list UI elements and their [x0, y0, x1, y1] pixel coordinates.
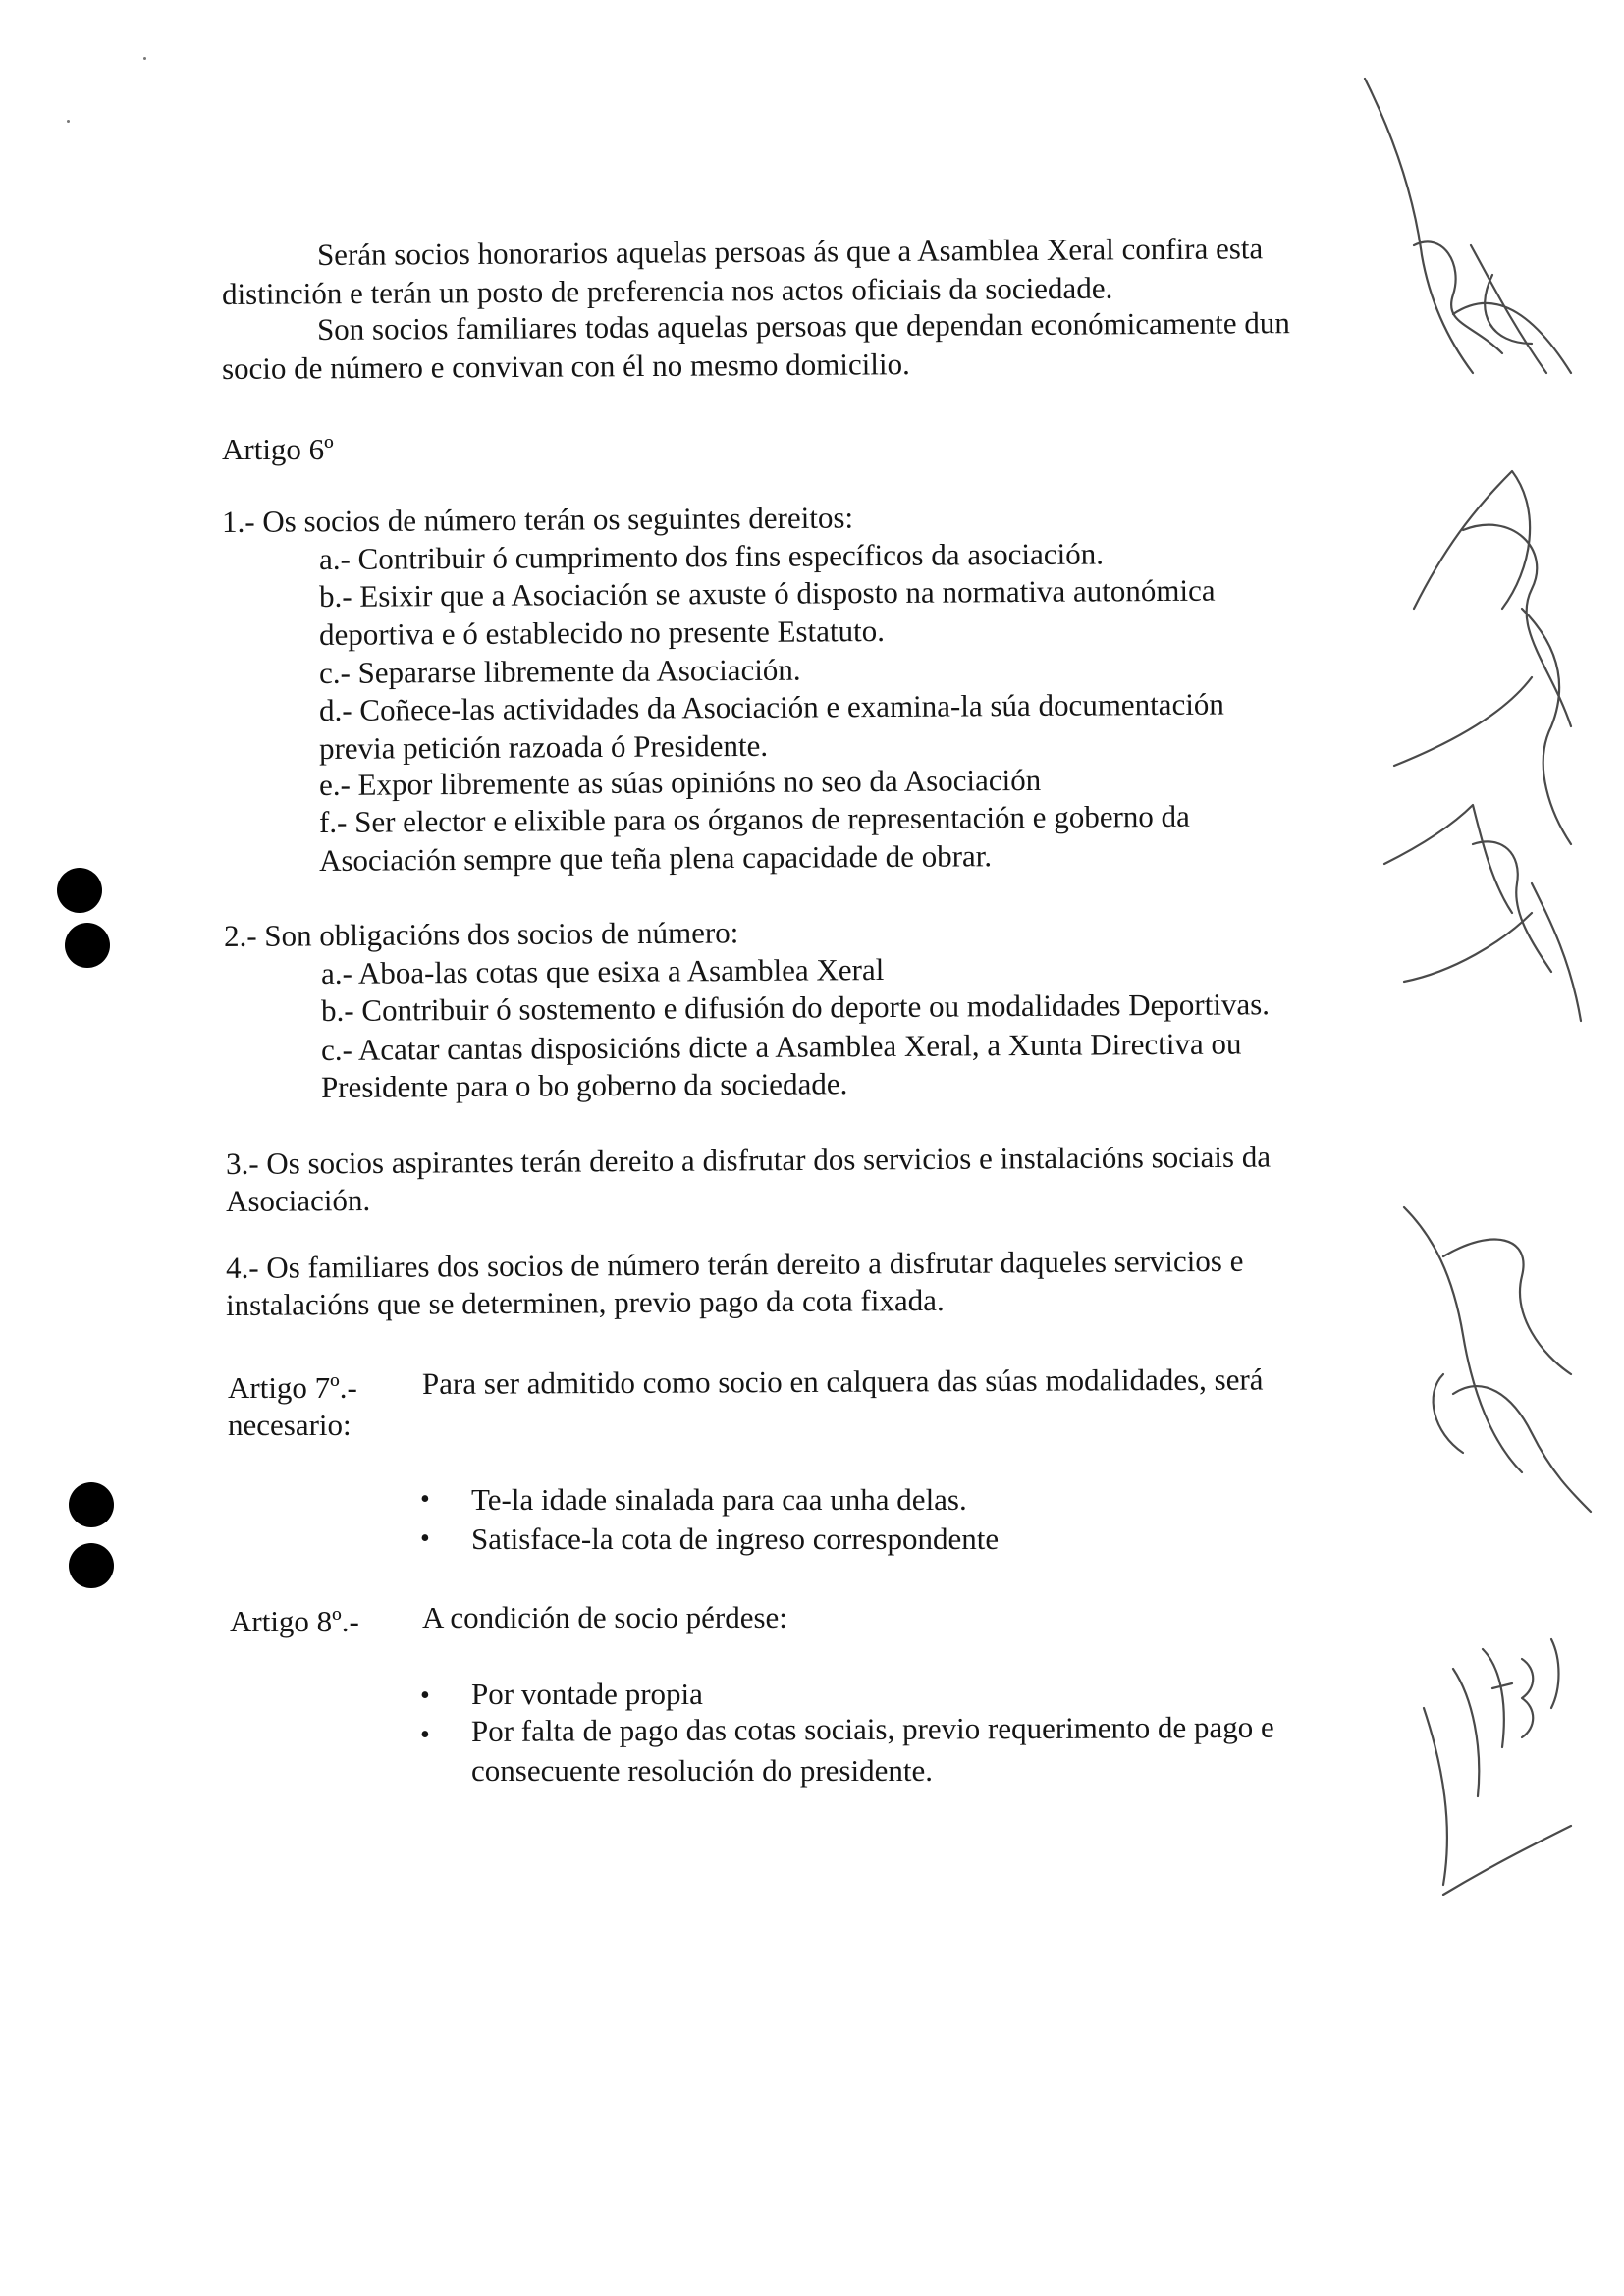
signature-1 [1365, 79, 1571, 373]
bullet-icon: • [420, 1720, 430, 1750]
list-item: f.- Ser elector e elixible para os órganos de representación e goberno da [318, 798, 1190, 839]
list-item: Presidente para o bo goberno da sociedade. [320, 1066, 848, 1104]
article-heading: Artigo 6º [222, 432, 334, 466]
list-item: d.- Coñece-las actividades da Asociación e examina-la súa documentación [318, 686, 1224, 727]
section-title: 2.- Son obligacións dos socios de número: [223, 915, 739, 953]
intro-line: Son socios familiares todas aquelas persoas que dependan económicamente dun [316, 305, 1290, 347]
signature-5 [1424, 1639, 1571, 1895]
article-label: Artigo 8º.- [230, 1604, 359, 1638]
list-item: Te-la idade sinalada para caa unha delas. [471, 1482, 967, 1517]
intro-line: socio de número e convivan con él no mesmo domicilio. [221, 347, 910, 386]
list-item: Por vontade propia [471, 1677, 703, 1711]
list-item: deportiva e ó establecido no presente Estatuto. [318, 613, 886, 652]
list-item: a.- Contribuir ó cumprimento dos fins específicos da asociación. [318, 536, 1105, 576]
article-text: A condición de socio pérdese: [422, 1600, 787, 1634]
list-item: Satisface-la cota de ingreso correspondente [471, 1522, 1000, 1556]
signature-3 [1384, 805, 1581, 1021]
section-title: 1.- Os socios de número terán os seguintes dereitos: [221, 500, 854, 539]
bullet-icon: • [420, 1523, 430, 1554]
section-paragraph: 3.- Os socios aspirantes terán dereito a disfrutar dos servicios e instalacións sociais da [225, 1139, 1272, 1181]
list-item: b.- Contribuir ó sostemento e difusión do deporte ou modalidades Deportivas. [320, 987, 1271, 1028]
bullet-icon: • [420, 1484, 430, 1515]
list-item: c.- Separarse libremente da Asociación. [318, 652, 801, 690]
list-item: b.- Esixir que a Asociación se axuste ó disposto na normativa autonómica [318, 572, 1216, 614]
intro-line: Serán socios honorarios aquelas persoas ás que a Asamblea Xeral confira esta [316, 231, 1264, 272]
list-item: c.- Acatar cantas disposicións dicte a Asamblea Xeral, a Xunta Directiva ou [320, 1026, 1242, 1067]
section-paragraph: Asociación. [225, 1182, 371, 1218]
list-item: Por falta de pago das cotas sociais, previo requerimento de pago e [470, 1709, 1274, 1748]
article-label: necesario: [228, 1408, 352, 1442]
signature-2 [1394, 471, 1571, 844]
section-paragraph: 4.- Os familiares dos socios de número terán dereito a disfrutar daqueles servicios e [225, 1243, 1244, 1285]
article-label: Artigo 7º.- [228, 1370, 357, 1405]
list-item: e.- Expor libremente as súas opinións no seo da Asociación [318, 762, 1042, 802]
list-item: Asociación sempre que teña plena capacidade de obrar. [318, 838, 993, 878]
bullet-icon: • [420, 1681, 430, 1711]
section-paragraph: instalacións que se determinen, previo pago da cota fixada. [225, 1282, 945, 1322]
article-text: Para ser admitido como socio en calquera das súas modalidades, será [421, 1362, 1264, 1401]
list-item: consecuente resolución do presidente. [471, 1753, 933, 1788]
list-item: previa petición razoada ó Presidente. [318, 727, 769, 766]
intro-line: distinción e terán un posto de preferencia nos actos oficiais da sociedade. [221, 270, 1113, 311]
list-item: a.- Aboa-las cotas que esixa a Asamblea Xeral [320, 951, 885, 990]
signature-4 [1404, 1207, 1591, 1512]
